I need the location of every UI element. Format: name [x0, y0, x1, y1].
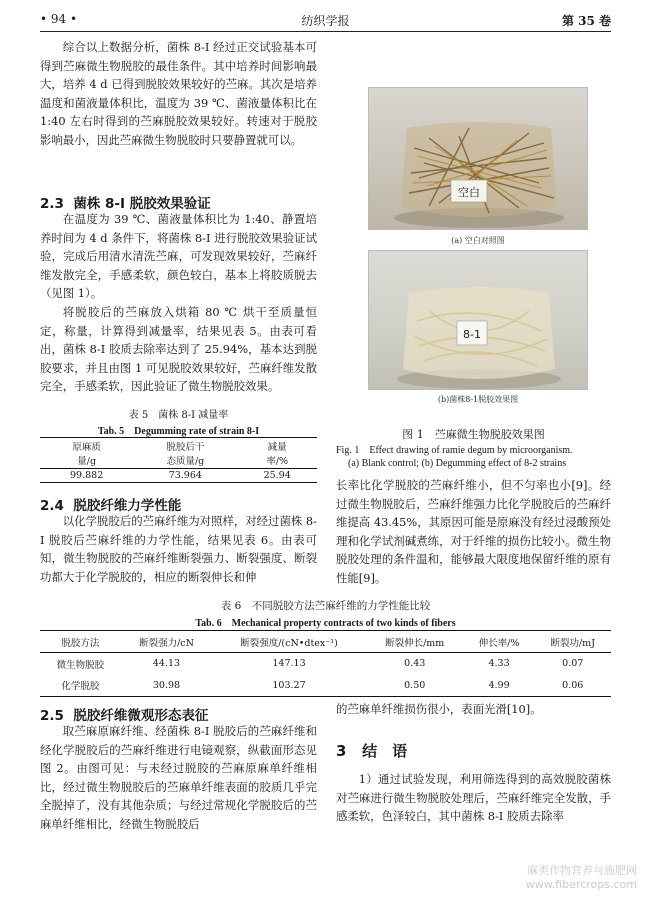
- figure1-caption-cn: 图 1 苎麻微生物脱胶效果图: [402, 428, 545, 441]
- section-number: 2.5: [40, 708, 64, 724]
- table6-header: 断裂强力/cN: [139, 637, 194, 649]
- section-number: 3: [336, 742, 347, 760]
- table6-cell: 0.07: [562, 658, 584, 670]
- table6-caption-cn: 表 6 不同脱胶方法苎麻纤维的力学性能比较: [220, 600, 431, 612]
- figure1-photo-degummed: [368, 250, 588, 390]
- figure1-caption-en-line1: Fig. 1 Effect drawing of ramie degum by microorganism.: [336, 445, 573, 456]
- watermark-url: www.fibercrops.com: [525, 878, 637, 891]
- table6-cell: 30.98: [152, 679, 181, 691]
- table6-cell: 4.33: [488, 658, 510, 670]
- table6-cell: 化学脱胶: [61, 681, 100, 693]
- figure1-subcaption-a: (a) 空白对照图: [451, 236, 505, 245]
- table6-cell: 44.13: [152, 658, 181, 670]
- table6-header: 脱胶方法: [61, 637, 100, 649]
- section-2-3-heading: [40, 192, 211, 212]
- table5: [40, 437, 317, 483]
- table6-header: 断裂功/mJ: [550, 637, 596, 649]
- section-number: 2.4: [40, 498, 64, 514]
- paragraph-mechanics-continued: 长率比化学脱胶的苎麻纤维小，但不匀率也小[9]。经过微生物脱胶后，苎麻纤维强力比化学脱胶后的苎麻纤维提高 43.45%，其原因可能是原麻没有经过浸酸预处理和化学试剂碱煮练，对于纤维的损伤比较小。微生物脱胶处理的条件温和，能够最大限度地保留纤维的原有性能[9]。: [336, 478, 611, 585]
- paragraph-morphology: 取苎麻原麻纤维、经菌株 8-I 脱胶后的苎麻纤维和经化学脱胶后的苎麻纤维进行电镜观察，纵截面形态见图 2。由图可见：与未经过脱胶的苎麻原麻单纤维相比，经过微生物脱胶后的苎麻单纤维表面的胶质几乎完全脱掉了，没有其他杂质；与经过常规化学脱胶后的苎麻单纤维相比，经微生物脱胶后: [40, 724, 317, 831]
- figure1-caption-en-line2: (a) Blank control; (b) Degumming effect of 8-2 strains: [348, 458, 567, 469]
- table5-header: 脱胶后干 态质量/g: [166, 442, 205, 467]
- left-column-section-2-5: [40, 722, 317, 834]
- section-title: 脱胶纤维微观形态表征: [73, 708, 209, 724]
- section-title: 菌株 8-I 脱胶效果验证: [73, 196, 211, 212]
- table6-cell: 0.06: [562, 679, 584, 691]
- table5-cell: 99.882: [70, 470, 104, 481]
- table-row: [40, 653, 611, 675]
- figure1-subcaption-b: (b)菌株8-1脱胶效果图: [437, 395, 519, 404]
- left-column-top: [40, 38, 317, 150]
- paragraph-verification: 在温度为 39 ℃、菌液量体积比为 1:40、静置培养时间为 4 d 条件下，将菌株 8-I 进行脱胶效果验证试验，完成后用清水清洗苎麻，可发现效果较好，苎麻纤维发散完全，手感柔软，颜色较白，基本上将胶质脱去（见图 1）。: [40, 212, 317, 301]
- right-column-bottom: [336, 700, 611, 719]
- paragraph-summary: 综合以上数据分析，菌株 8-I 经过正交试验基本可得到苎麻微生物脱胶的最佳条件。其中培养时间影响最大，培养 4 d 已得到脱胶效果较好的苎麻。其次是培养温度和菌液量体积比，温度为 39 ℃、菌液量体积比在 1:40 左右时得到的苎麻脱胶效果较好。转速对于脱胶影响最小，因此苎麻微生物脱胶时只要静置就可以。: [40, 40, 317, 147]
- table6-cell: 微生物脱胶: [56, 659, 105, 671]
- header-rule: [40, 31, 611, 32]
- table6-cell: 147.13: [272, 658, 306, 670]
- right-column-top: [336, 476, 611, 588]
- table6-cell: 0.43: [404, 658, 426, 670]
- journal-name: 纺织学报: [301, 14, 350, 28]
- section-number: 2.3: [40, 196, 64, 212]
- table5-caption-cn: 表 5 菌株 8-I 减量率: [128, 410, 229, 421]
- svg-text:空白: 空白: [458, 186, 480, 199]
- jar-unretted-ramie-image: [369, 88, 588, 230]
- table5-caption-en: Tab. 5 Degumming rate of strain 8-I: [97, 426, 260, 437]
- table6-cell: 4.99: [488, 679, 510, 691]
- table5-cell: 25.94: [263, 470, 291, 481]
- table6-caption-en: Tab. 6 Mechanical property contracts of two kinds of fibers: [195, 618, 456, 629]
- section-2-4-heading: [40, 494, 181, 514]
- figure1-caption-en: [336, 444, 611, 470]
- table5-cell: 73.964: [168, 470, 202, 481]
- paragraph-morphology-continued: 的苎麻单纤维损伤很小，表面光滑[10]。: [336, 702, 542, 716]
- table-row: [40, 469, 317, 483]
- section-title: 脱胶纤维力学性能: [73, 498, 182, 514]
- right-column-conclusion: [336, 770, 611, 826]
- table5-header: 原麻质 量/g: [72, 442, 101, 467]
- left-column-section-2-3: [40, 210, 317, 396]
- paragraph-conclusion: 1）通过试验发现，利用筛选得到的高效脱胶菌株对苎麻进行微生物脱胶处理后，苎麻纤维完全发散，手感柔软，色泽较白，其中菌株 8-I 胶质去除率: [336, 772, 611, 824]
- paragraph-weight-loss: 将脱胶后的苎麻放入烘箱 80 ℃ 烘干至质量恒定，称量，计算得到减量率，结果见表 5。由表可看出，菌株 8-I 胶质去除率达到了 25.94%，基本达到脱胶要求，并且由图 1 可见脱胶效果较好，苎麻纤维发散完全，手感柔软，因此验证了微生物脱胶效果。: [40, 304, 317, 394]
- page-number: • 94 •: [40, 12, 78, 26]
- table6-cell: 0.50: [404, 679, 426, 691]
- section-3-heading: [336, 740, 407, 761]
- section-title: 结 语: [362, 742, 408, 760]
- jar-degummed-ramie-image: [369, 251, 588, 390]
- table6-header: 伸长率/%: [478, 637, 520, 649]
- volume-number: 第 35 卷: [561, 14, 611, 28]
- table6: [40, 630, 611, 697]
- figure1-photo-blank-control: [368, 87, 588, 230]
- left-column-section-2-4: [40, 512, 317, 586]
- section-2-5-heading: [40, 704, 208, 724]
- table6-cell: 103.27: [272, 679, 306, 691]
- table6-header: 断裂伸长/mm: [385, 637, 445, 649]
- table5-header: 减量 率/%: [266, 442, 289, 467]
- watermark-cn: 麻类作物营养与施肥网: [527, 864, 637, 877]
- table-row: [40, 675, 611, 697]
- svg-text:8-1: 8-1: [463, 328, 481, 341]
- paragraph-mechanics: 以化学脱胶后的苎麻纤维为对照样，对经过菌株 8-I 脱胶后苎麻纤维的力学性能，结果见表 6。由表可知，微生物脱胶的苎麻纤维断裂强力、断裂强度、断裂功都大于化学脱胶的，相应的断裂伸长和伸: [40, 514, 317, 584]
- table6-header: 断裂强度/(cN•dtex⁻¹): [240, 637, 338, 649]
